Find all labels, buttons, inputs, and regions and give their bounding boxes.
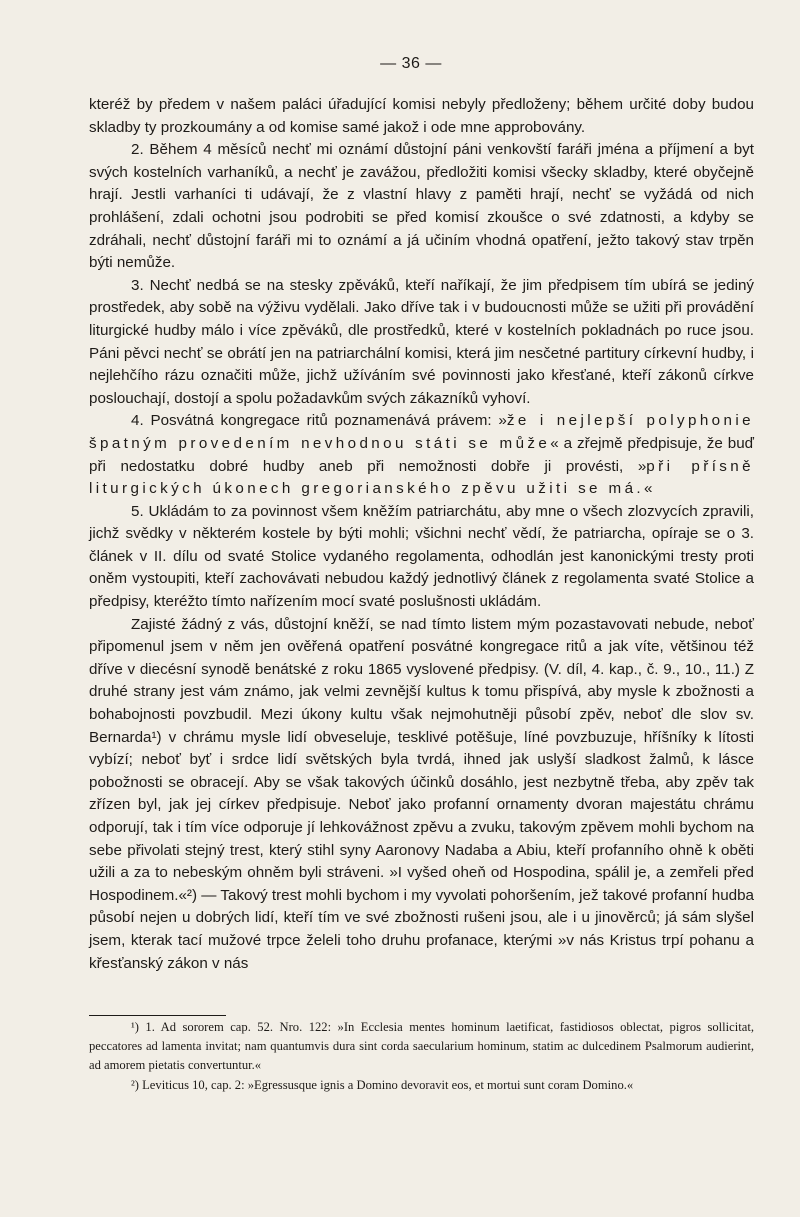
text-run: kteréž by předem v našem paláci úřadující komisi nebyly předloženy; během určité doby budou skladby ty prozkoumány a od komise samé jakož i ode mne approbovány. (89, 96, 754, 136)
footnote-divider (89, 1015, 226, 1016)
paragraph (89, 501, 754, 614)
paragraph (89, 410, 754, 500)
paragraph (89, 139, 754, 275)
text-run: Zajisté žádný z vás, důstojní kněží, se nad tímto listem mým pozastavovati nebude, neboť připomenul jsem v něm jen ověřená opatření posvátné kongregace ritů a jak víte, většinou též dříve v diecésní synodě benátské z roku 1865 vyslovené předpisy. (V. díl, 4. kap., č. 9., 10., 11.) Z druhé strany jest vám známo, jak velmi zevnější kultus k tomu přispívá, aby mysle k zbožnosti a bohabojnosti povzbudil. Mezi úkony kultu však nejmohutněji působí zpěv, neboť dle slov sv. Bernarda¹) v chrámu mysle lidí obveseluje, tesklivé potěšuje, líné povzbuzuje, hříšníky k lítosti vybízí; neboť byť i srdce lidí světských byla tvrdá, ihned jak uslyší sladkost žalmů, k lásce pobožnosti se obracejí. Aby se však takových účinků dosáhlo, jest nezbytně třeba, aby zpěv tak zřízen byl, jak jej církev předpisuje. Neboť jako profanní ornamenty dvoran majestátu chrámu odporují, tak i tím více odporuje jí lehkovážnost zpěvu a zvuku, takovým zpěvem mohli bychom na sebe přivolati stejný trest, který stihl syny Aaronovy Nadaba a Abiu, kteří profanního ohně k oběti užili a za to nebeským ohněm byli stráveni. »I vyšed oheň od Hospodina, spálil je, a zemřeli před Hospodinem.«²) — Takový trest mohli bychom i my vyvolati pohoršením, jež takové profanní hudba působí nejen u dobrých lidí, kteří tím ve své zbožnosti rušeni jsou, ale i u jinověrců; já sám slyšel jsem, kterak tací mužové trpce želeli toho druhu profanace, kterými »v nás Kristus trpí pohanu a křesťanský zákon v nás (89, 615, 754, 972)
page-number: — 36 — (380, 55, 442, 72)
footnotes (89, 1018, 754, 1095)
text-run: « a zřejmě předpisuje, že buď při nedostatku dobré hudby aneb při nemožnosti dobře ji provésti, » (89, 434, 754, 475)
paragraph (89, 614, 754, 976)
emphasized-quote: že i nejlepší polyphonie špatným provedením nevhodnou státi se může (89, 412, 754, 452)
text-run: 5. Ukládám to za povinnost všem kněžím patriarchátu, aby mne o všech zlozvycích zpravili, jichž svědky v některém kostele by býti mohli; všichni nechť vědí, že patriarcha, opíraje se o 3. článek v II. dílu od svaté Stolice vydaného regolamenta, odhodlán jest kanonickými tresty proti oněm vystoupiti, kteří zachovávati nebudou každý jednotlivý článek z regolamenta svaté Stolice a předpisy, kteréžto tímto nařízením mocí svaté poslušnosti ukládám. (89, 502, 754, 611)
text-run: « (644, 480, 653, 498)
paragraph (89, 275, 754, 411)
text-run: 4. Posvátná kongregace ritů poznamenává právem: » (131, 412, 507, 430)
footnote: ¹) 1. Ad sororem cap. 52. Nro. 122: »In Ecclesia mentes hominum laetificat, fastidiosos oblectat, pigros sollicitat, peccatores ad lamenta invitat; nam quantumvis dura sint corda saecularium hominum, statim ac dulcedinem Psalmorum audierint, ad amorem pietatis convertuntur.« (89, 1020, 754, 1073)
emphasized-quote: při přísně liturgických úkonech gregorianského zpěvu užiti se má. (89, 457, 754, 498)
main-text (89, 94, 754, 975)
text-run: 2. Během 4 měsíců nechť mi oznámí důstojní páni venkovští faráři jména a příjmení a byt svých kostelních varhaníků, a nechť je zavážou, předložiti komisi všecky skladby, které obyčejně hrají. Jestli varhaníci ti udávají, že z vlastní hlavy z paměti hrají, nechť se vyžádá od nich prohlášení, zdali ochotni jsou podrobiti se před komisí zkoušce o své zdatnosti, a kdyby se zdráhali, nechť důstojní faráři mi to oznámí a já učiním vhodná opatření, ježto takový stav trpěn býti nemůže. (89, 141, 754, 272)
paragraph (89, 94, 754, 139)
footnote: ²) Leviticus 10, cap. 2: »Egressusque ignis a Domino devoravit eos, et mortui sunt coram Domino.« (131, 1077, 634, 1092)
text-run: 3. Nechť nedbá se na stesky zpěváků, kteří naříkají, že jim předpisem tím ubírá se jediný prostředek, aby sobě na výživu vydělali. Jako dříve tak i v budoucnosti může se užiti při provádění liturgické hudby málo i více zpěváků, dle prostředků, které v kostelních pokladnách po ruce jsou. Páni pěvci nechť se obrátí jen na patriarchální komisi, která jim nesčetné partitury církevní hudby, i nejlehčího rázu označiti může, jichž užíváním své povinnosti jako křesťané, kteří zákonů církve poslouchají, dostojí a spolu požadavkům svých zákazníků vyhoví. (89, 276, 754, 407)
